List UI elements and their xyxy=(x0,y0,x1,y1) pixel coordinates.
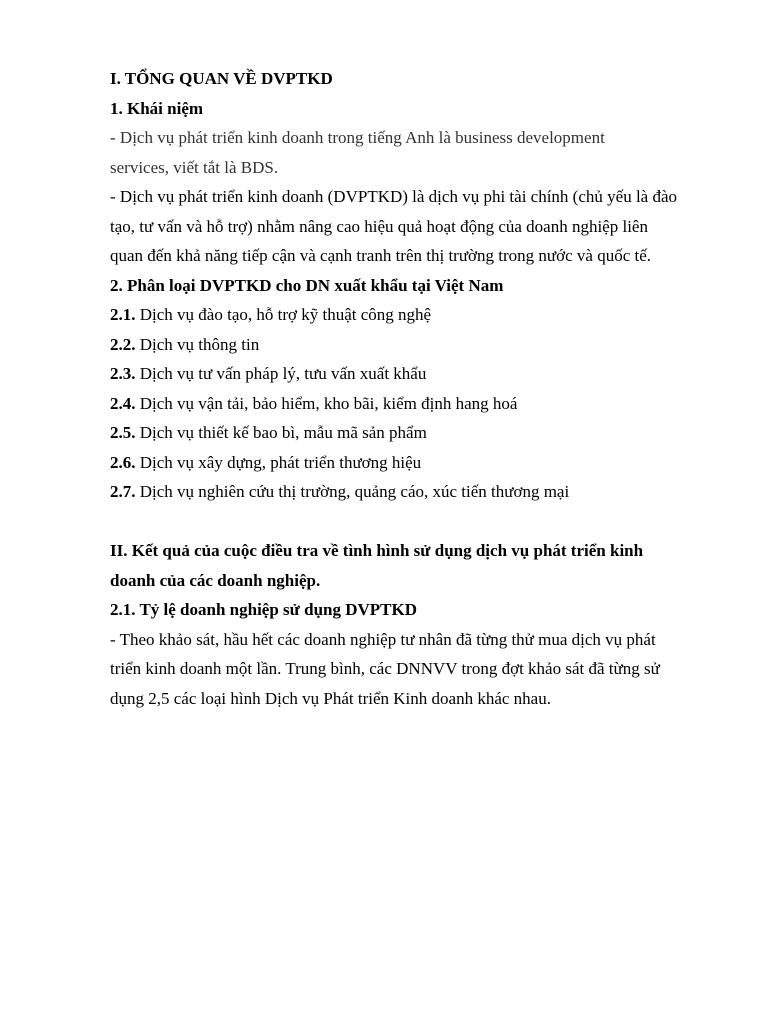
list-item-text: Dịch vụ thiết kế bao bì, mẫu mã sản phẩm xyxy=(135,423,427,442)
section2-para-line-2: triển kinh doanh một lần. Trung bình, các DNNVV trong đợt khảo sát đã từng sử xyxy=(110,659,660,678)
list-item xyxy=(110,300,720,330)
list-item-text: Dịch vụ nghiên cứu thị trường, quảng cáo, xúc tiến thương mại xyxy=(135,482,570,501)
section1-sub1-heading: 1. Khái niệm xyxy=(110,98,204,118)
list-item-number: 2.4. xyxy=(110,393,136,413)
section1-sub2-heading: 2. Phân loại DVPTKD cho DN xuất khẩu tại Việt Nam xyxy=(110,275,504,295)
section2-heading-line-1: II. Kết quả của cuộc điều tra về tình hình sử dụng dịch vụ phát triển kinh xyxy=(110,541,644,560)
list-item-number: 2.7. xyxy=(110,482,136,501)
section2-para-line-1: - Theo khảo sát, hầu hết các doanh nghiệp tư nhân đã từng thử mua dịch vụ phát xyxy=(110,629,656,649)
list-item xyxy=(110,448,720,478)
list-item xyxy=(110,418,720,448)
list-item xyxy=(110,330,720,360)
list-item-number: 2.5. xyxy=(110,423,136,442)
list-item-number: 2.6. xyxy=(110,452,136,472)
para2-line-1: - Dịch vụ phát triển kinh doanh (DVPTKD) là dịch vụ phi tài chính (chủ yếu là đào xyxy=(110,187,678,206)
list-item xyxy=(110,389,720,419)
para1-line-1: - Dịch vụ phát triển kinh doanh trong tiếng Anh là business development xyxy=(110,128,605,147)
list-item-text: Dịch vụ vận tải, bảo hiểm, kho bãi, kiểm định hang hoá xyxy=(135,393,518,413)
list-item xyxy=(110,359,720,389)
list-item-text: Dịch vụ đào tạo, hỗ trợ kỹ thuật công nghệ xyxy=(135,305,432,324)
section2-para-line-3: dụng 2,5 các loại hình Dịch vụ Phát triển Kinh doanh khác nhau. xyxy=(110,688,551,708)
list-item-number: 2.3. xyxy=(110,364,136,383)
para1-line-2: services, viết tắt là BDS. xyxy=(110,157,279,177)
section2-heading-line-2: doanh của các doanh nghiệp. xyxy=(110,570,321,590)
para2-line-3: quan đến khả năng tiếp cận và cạnh tranh trên thị trường trong nước và quốc tế. xyxy=(110,246,652,265)
document-page xyxy=(110,64,720,713)
list-item-number: 2.1. xyxy=(110,305,136,324)
list-item xyxy=(110,477,720,507)
section1-heading: I. TỔNG QUAN VỀ DVPTKD xyxy=(110,69,333,88)
list-item-text: Dịch vụ xây dựng, phát triển thương hiệu xyxy=(135,452,422,472)
para2-line-2: tạo, tư vấn và hỗ trợ) nhằm nâng cao hiệu quả hoạt động của doanh nghiệp liên xyxy=(110,216,648,236)
list-item-text: Dịch vụ tư vấn pháp lý, tưu vấn xuất khẩu xyxy=(135,364,427,383)
list-item-text: Dịch vụ thông tin xyxy=(135,334,260,354)
section2-sub1-heading: 2.1. Tỷ lệ doanh nghiệp sử dụng DVPTKD xyxy=(110,600,418,619)
paragraph-spacer xyxy=(110,507,720,537)
list-item-number: 2.2. xyxy=(110,334,136,354)
